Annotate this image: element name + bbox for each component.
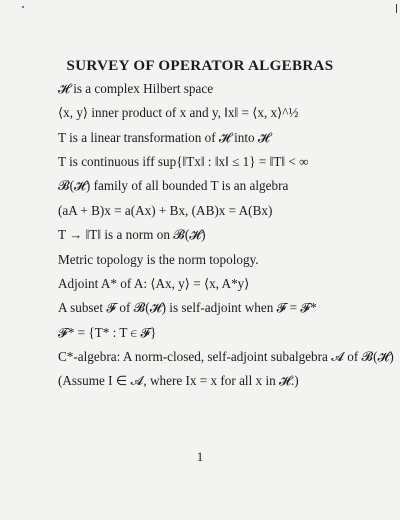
page-number: 1	[196, 449, 204, 464]
line-hilbert-space: 𝓗 is a complex Hilbert space	[58, 81, 214, 96]
line-inner-product: ⟨x, y⟩ inner product of x and y, ‖x‖ = ⟨x, x⟩^½	[58, 105, 299, 120]
line-c-star-algebra: C*-algebra: A norm-closed, self-adjoint subalgebra 𝓐 of 𝓑(𝓗)	[58, 349, 394, 364]
scan-mark	[396, 4, 397, 13]
line-adjoint-set: 𝓕* = {T* : T ∈ 𝓕}	[58, 325, 157, 340]
line-bounded-family: 𝓑(𝓗) family of all bounded T is an algebra	[58, 178, 289, 193]
line-identity-assumption: (Assume I ∈ 𝓐, where Ix = x for all x in 𝓗.)	[58, 373, 299, 388]
scan-speck	[22, 6, 24, 8]
line-self-adjoint: A subset 𝓕 of 𝓑(𝓗) is self-adjoint when 𝓕 = 𝓕*	[58, 300, 317, 315]
line-norm: T → ‖T‖ is a norm on 𝓑(𝓗)	[58, 227, 206, 242]
line-adjoint: Adjoint A* of A: ⟨Ax, y⟩ = ⟨x, A*y⟩	[58, 276, 250, 291]
line-algebra-rules: (aA + B)x = a(Ax) + Bx, (AB)x = A(Bx)	[58, 203, 273, 218]
line-linear-transformation: T is a linear transformation of 𝓗 into 𝓗	[58, 130, 270, 145]
page-title: SURVEY OF OPERATOR ALGEBRAS	[66, 58, 334, 74]
line-continuity: T is continuous iff sup{‖Tx‖ : ‖x‖ ≤ 1} = ‖T‖ < ∞	[58, 154, 309, 169]
line-norm-topology: Metric topology is the norm topology.	[58, 252, 259, 267]
